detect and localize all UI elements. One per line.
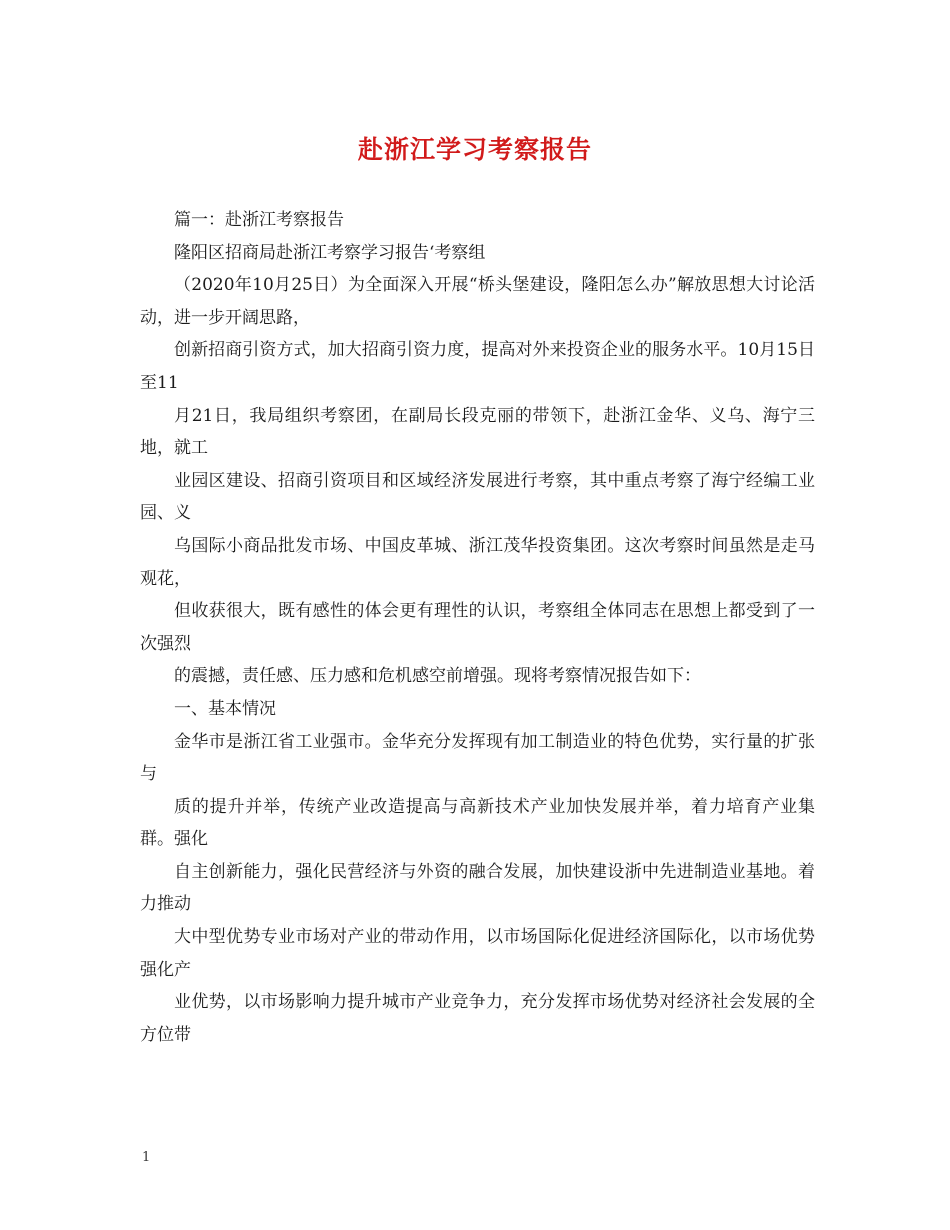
paragraph: 但收获很大，既有感性的体会更有理性的认识，考察组全体同志在思想上都受到了一次强烈 <box>140 601 815 654</box>
paragraph: 业优势，以市场影响力提升城市产业竞争力，充分发挥市场优势对经济社会发展的全方位带 <box>140 992 815 1045</box>
section-heading: 一、基本情况 <box>174 698 276 719</box>
paragraph: 金华市是浙江省工业强市。金华充分发挥现有加工制造业的特色优势，实行量的扩张与 <box>140 731 815 785</box>
paragraph: 月21日，我局组织考察团，在副局长段克丽的带领下，赴浙江金华、义乌、海宁三地，就工 <box>140 405 815 459</box>
paragraph: 业园区建设、招商引资项目和区域经济发展进行考察，其中重点考察了海宁经编工业园、义 <box>140 470 815 524</box>
paragraph: 隆阳区招商局赴浙江考察学习报告‘考察组 <box>174 242 486 263</box>
paragraph: 质的提升并举，传统产业改造提高与高新技术产业加快发展并举，着力培育产业集群。强化 <box>140 796 815 850</box>
paragraph: 篇一：赴浙江考察报告 <box>174 210 344 230</box>
document-body <box>140 204 815 1051</box>
document-title: 赴浙江学习考察报告 <box>357 135 592 164</box>
page-number: 1 <box>142 1150 151 1165</box>
paragraph: 乌国际小商品批发市场、中国皮革城、浙江茂华投资集团。这次考察时间虽然是走马观花， <box>140 535 815 589</box>
paragraph: （2020年10月25日）为全面深入开展“桥头堡建设，隆阳怎么办”解放思想大讨论活动，进一步开阔思路， <box>140 275 815 328</box>
paragraph: 的震撼，责任感、压力感和危机感空前增强。现将考察情况报告如下： <box>174 666 701 687</box>
paragraph: 创新招商引资方式，加大招商引资力度，提高对外来投资企业的服务水平。10月15日至11 <box>140 340 815 393</box>
paragraph: 大中型优势专业市场对产业的带动作用，以市场国际化促进经济国际化，以市场优势强化产 <box>140 927 815 980</box>
paragraph: 自主创新能力，强化民营经济与外资的融合发展，加快建设浙中先进制造业基地。着力推动 <box>140 861 815 915</box>
